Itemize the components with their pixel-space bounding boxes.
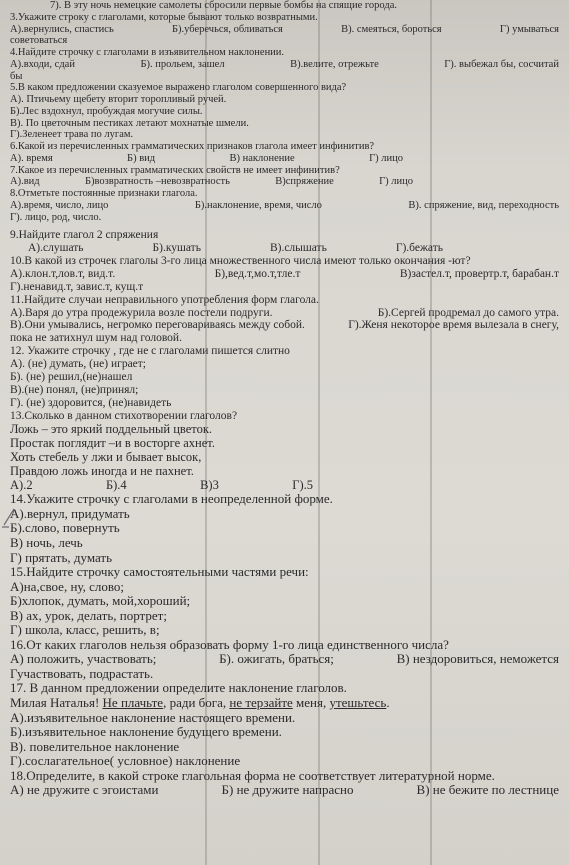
q11-text: 11.Найдите случаи неправильного употребления форм глагола. bbox=[10, 293, 319, 306]
q5-option-d: Г).Зеленеет трава по лугам. bbox=[10, 129, 134, 141]
q3-options bbox=[10, 24, 563, 36]
q17-option-d: Г).сослагательное( условное) наклонение bbox=[10, 754, 241, 769]
q10-options bbox=[10, 268, 563, 281]
poem-line-2: Простак поглядит –и в восторге ахнет. bbox=[10, 436, 215, 451]
q11-options-row2 bbox=[10, 319, 563, 332]
q10-option-b: Б),вед.т,мо.т,тле.т bbox=[214, 267, 301, 280]
q9-option-d: Г).бежать bbox=[395, 242, 443, 255]
q5-text: 5.В каком предложении сказуемое выражено глаголом совершенного вида? bbox=[10, 82, 347, 94]
q8-option-a: А).время, число, лицо bbox=[10, 199, 109, 211]
q3-option-a: А).вернулись, спастись bbox=[10, 23, 114, 35]
q17-verb-2: не терзайте bbox=[229, 696, 293, 711]
q17-option-b: Б).изъявительное наклонение будущего времени. bbox=[10, 725, 282, 740]
q17-sentence-part: . bbox=[386, 696, 390, 711]
q17-option-c: В). повелительное наклонение bbox=[10, 739, 180, 754]
q15-option-a: А)на,свое, ну, слово; bbox=[10, 579, 125, 594]
q18-option-a: А) не дружите с эгоистами bbox=[10, 783, 159, 798]
q9-option-c: В).слышать bbox=[269, 242, 327, 255]
q16-option-b: Б). ожигать, браться; bbox=[219, 652, 334, 667]
q4-continuation: бы bbox=[10, 70, 23, 82]
q1-tail: 7). В эту ночь немецкие самолеты сбросили первые бомбы на спящие города. bbox=[50, 0, 397, 11]
q7-options bbox=[10, 176, 563, 188]
q6-option-c: В) наклонение bbox=[229, 152, 295, 164]
q6-option-d: Г) лицо bbox=[369, 152, 403, 164]
q3-continuation: советоваться bbox=[10, 35, 68, 47]
poem-line-1: Ложь – это яркий поддельный цветок. bbox=[10, 422, 213, 437]
q13-option-d: Г).5 bbox=[292, 478, 313, 493]
q11-option-a: А).Варя до утра продежурила возле постели подруги. bbox=[10, 306, 273, 319]
q10-text: 10.В какой из строчек глаголы 3-го лица множественного числа имеют только окончания -ют? bbox=[10, 255, 471, 267]
q7-option-b: Б)возвратность –невозвратность bbox=[84, 176, 230, 188]
q11-option-c: В).Они умывались, негромко переговариваясь между собой. bbox=[10, 319, 305, 332]
q8-option-c: В). спряжение, вид, переходность bbox=[408, 199, 559, 211]
q3-option-c: В). смеяться, бороться bbox=[341, 23, 442, 35]
q16-option-d: Гучаствовать, подрастать. bbox=[10, 666, 154, 681]
q16-options bbox=[10, 652, 563, 667]
q12-option-c: В).(не) понял, (не)принял; bbox=[10, 383, 139, 396]
q6-options bbox=[10, 153, 563, 165]
q17-sentence-part: Милая Наталья! bbox=[10, 696, 103, 711]
q17-text: 17. В данном предложении определите наклонение глаголов. bbox=[10, 681, 347, 696]
pencil-mark-icon bbox=[0, 505, 18, 529]
q18-text: 18.Определите, в какой строке глагольная форма не соответствует литературной норме. bbox=[10, 768, 495, 783]
q6-option-a: А). время bbox=[10, 152, 53, 164]
worksheet-content bbox=[10, 0, 563, 798]
q4-option-a: А).входи, сдай bbox=[10, 58, 75, 70]
q18-option-c: В) не бежите по лестнице bbox=[416, 783, 559, 798]
q3-option-b: Б).уберечься, обливаться bbox=[172, 23, 283, 35]
q17-sentence bbox=[10, 696, 563, 711]
q16-text: 16.От каких глаголов нельзя образовать форму 1-го лица единственного числа? bbox=[10, 637, 449, 652]
q8-text: 8.Отметьте постоянные признаки глагола. bbox=[10, 188, 198, 199]
q11-option-b: Б).Сергей продремал до самого утра. bbox=[377, 306, 559, 319]
q7-option-d: Г) лицо bbox=[379, 176, 413, 188]
q11-continuation: пока не затихнул шум над головой. bbox=[10, 332, 182, 345]
q7-option-a: А).вид bbox=[10, 176, 40, 188]
q15-option-c: В) ах, урок, делать, портрет; bbox=[10, 608, 167, 623]
q12-option-b: Б). (не) решил,(не)нашел bbox=[10, 370, 133, 383]
q5-option-b: Б).Лес вздохнул, пробуждая могучие силы. bbox=[10, 105, 203, 117]
q14-option-a: А).вернул, придумать bbox=[10, 506, 130, 521]
q10-option-a: А).клон.т,лов.т, вид.т. bbox=[10, 267, 116, 280]
q5-option-c: В). По цветочным пестиках летают мохнатые шмели. bbox=[10, 117, 249, 129]
q18-options bbox=[10, 783, 563, 798]
q17-option-a: А).изъявительное наклонение настоящего времени. bbox=[10, 710, 296, 725]
q13-option-a: А).2 bbox=[10, 478, 33, 493]
q11-option-d: Г).Женя некоторое время вылезала в снегу, bbox=[348, 319, 559, 332]
q12-text: 12. Укажите строчку , где не с глаголами пишется слитно bbox=[10, 345, 290, 358]
q12-option-a: А). (не) думать, (не) играет; bbox=[10, 358, 146, 370]
q5-option-a: А). Птичьему щебету вторит торопливый ручей. bbox=[10, 94, 227, 105]
q12-option-d: Г). (не) здоровится, (не)навидеть bbox=[10, 396, 172, 409]
q15-text: 15.Найдите строчку самостоятельными частями речи: bbox=[10, 565, 309, 580]
q16-option-a: А) положить, участвовать; bbox=[10, 652, 157, 667]
q8-option-b: Б).наклонение, время, число bbox=[194, 199, 322, 211]
q3-option-d: Г) умываться bbox=[499, 23, 559, 35]
q4-option-c: В).велите, отрежьте bbox=[290, 58, 379, 70]
q15-option-b: Б)хлопок, думать, мой,хороший; bbox=[10, 594, 191, 609]
q10-option-c: В)застел.т, провертр.т, барабан.т bbox=[399, 267, 559, 280]
q14-option-b: Б).слово, повернуть bbox=[10, 521, 120, 536]
q17-verb-3: утешьтесь bbox=[329, 696, 387, 711]
q16-option-c: В) нездоровиться, неможется bbox=[396, 652, 559, 667]
q15-option-d: Г) школа, класс, решить, в; bbox=[10, 623, 160, 638]
q4-text: 4.Найдите строчку с глаголами в изъявительном наклонении. bbox=[10, 47, 285, 58]
q10-option-d: Г).ненавид.т, завис.т, кущ.т bbox=[10, 280, 144, 293]
q9-options bbox=[10, 242, 563, 255]
poem-line-4: Правдою ложь иногда и не пахнет. bbox=[10, 464, 194, 479]
q7-text: 7.Какое из перечисленных грамматических свойств не имеет инфинитив? bbox=[10, 164, 340, 176]
q9-text: 9.Найдите глагол 2 спряжения bbox=[10, 229, 159, 242]
q7-option-c: В)спряжение bbox=[275, 176, 334, 188]
q4-option-d: Г). выбежал бы, сосчитай bbox=[444, 58, 559, 70]
poem-line-3: Хоть стебель у лжи и бывает высок, bbox=[10, 450, 202, 465]
q6-option-b: Б) вид bbox=[127, 152, 156, 164]
q13-option-b: Б).4 bbox=[105, 478, 127, 493]
q4-options bbox=[10, 59, 563, 71]
q9-option-b: Б).кушать bbox=[152, 242, 201, 255]
q13-options bbox=[10, 478, 563, 492]
q14-option-d: Г) прятать, думать bbox=[10, 550, 113, 565]
q17-verb-1: Не плачьте bbox=[102, 696, 164, 711]
q14-text: 14.Укажите строчку с глаголами в неопределенной форме. bbox=[10, 492, 333, 507]
q13-text: 13.Сколько в данном стихотворении глаголов? bbox=[10, 409, 238, 422]
q4-option-b: Б). прольем, зашел bbox=[140, 58, 225, 70]
q6-text: 6.Какой из перечисленных грамматических признаков глагола имеет инфинитив? bbox=[10, 141, 375, 152]
q9-option-a: А).слушать bbox=[28, 242, 84, 255]
q3-text: 3.Укажите строку с глаголами, которые бывают только возвратными. bbox=[10, 11, 318, 23]
q13-option-c: В)3 bbox=[200, 478, 219, 493]
q17-sentence-part: меня, bbox=[292, 696, 330, 711]
q17-sentence-part: , ради бога, bbox=[163, 696, 230, 711]
q11-options-row1 bbox=[10, 307, 563, 320]
q18-option-b: Б) не дружите напрасно bbox=[221, 783, 354, 798]
q8-options bbox=[10, 200, 563, 212]
q14-option-c: В) ночь, лечь bbox=[10, 536, 83, 551]
q8-option-d: Г). лицо, род, число. bbox=[10, 211, 102, 223]
